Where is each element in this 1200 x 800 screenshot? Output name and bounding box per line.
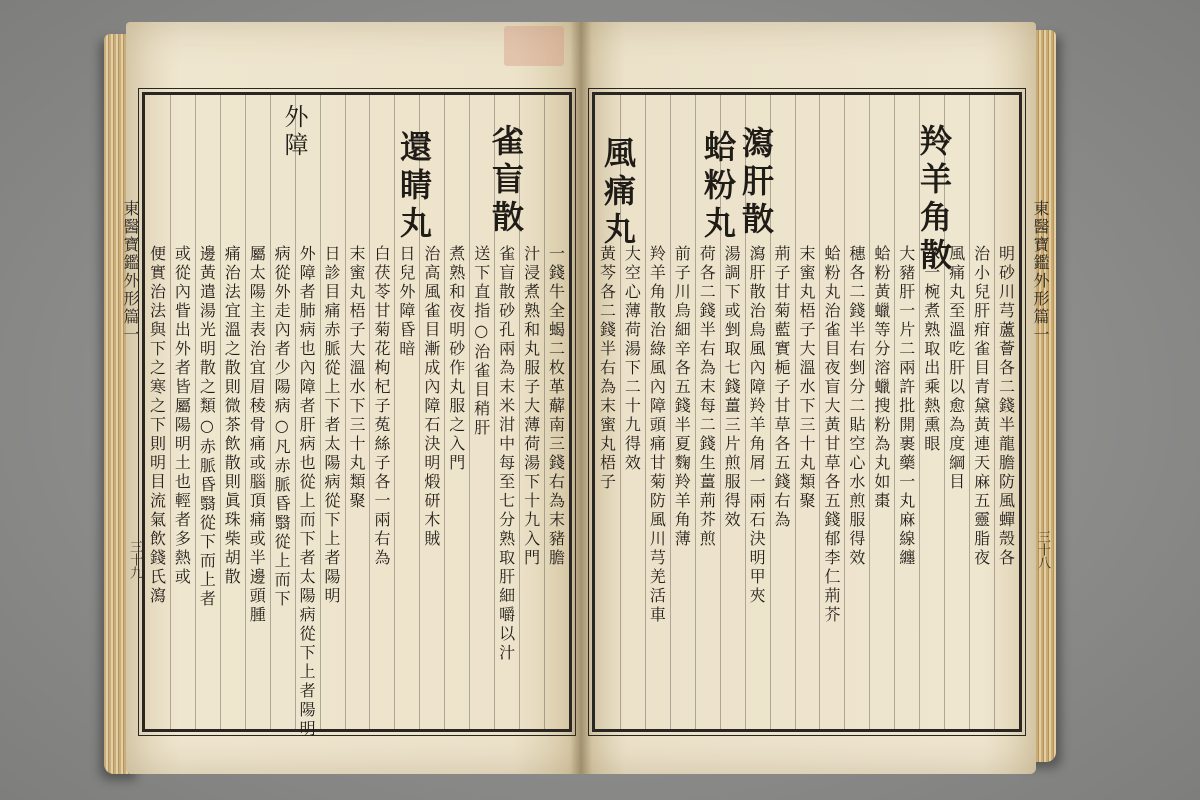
book-gutter xyxy=(570,22,592,774)
right_page-text-column: 荊子甘菊藍實梔子甘草各五錢右為 xyxy=(772,245,792,530)
left_page-text-column: 便實治法與下之寒之下則明目流氣飲錢氏瀉 xyxy=(147,245,167,606)
heading-antelope-horn-powder: 羚羊角散 xyxy=(915,124,953,276)
right_page-text-column: 水一椀煮熟取出乘熱熏眼 xyxy=(921,245,941,454)
heading-drain-liver-powder: 瀉肝散 xyxy=(737,126,775,240)
column-rule xyxy=(795,95,796,729)
library-seal xyxy=(504,26,564,66)
left_page-text-column: 病從外走內者少陽病○凡赤脈昏翳從上而下 xyxy=(272,245,292,609)
left_page-text-column: 屬太陽主表治宜眉稜骨痛或腦頂痛或半邊頭腫 xyxy=(247,245,267,625)
left_page-text-column: 日兒外障昏暗 xyxy=(396,245,416,359)
left_page-text-column: 雀盲散砂孔兩為末米泔中每至七分熟取肝細嚼以汁 xyxy=(496,245,516,663)
left_page-text-column: 一錢牛全蝎二枚革薢南三錢右為末豬膽 xyxy=(546,245,566,568)
heading-clam-powder-pill: 蛤粉丸 xyxy=(699,130,737,244)
heading-sparrow-blind-powder: 雀盲散 xyxy=(487,124,525,238)
left_page-text-column: 白茯苓甘菊花枸杞子菟絲子各一兩右為 xyxy=(371,245,391,568)
right_page-text-column: 羚羊角散治綠風內障頭痛甘菊防風川芎羌活車 xyxy=(647,245,667,625)
column-rule xyxy=(195,95,196,729)
left_page-text-column: 送下直指○治雀目稍肝 xyxy=(471,245,491,438)
column-rule xyxy=(969,95,970,729)
right_page-text-column: 穗各二錢半右剉分二貼空心水煎服得效 xyxy=(846,245,866,568)
left_page-text-column: 或從內眥出外者皆屬陽明土也輕者多熱或 xyxy=(172,245,192,587)
right-page-number: 三十八 xyxy=(1035,530,1050,569)
right-columns xyxy=(595,95,1019,729)
column-rule xyxy=(670,95,671,729)
left_page-text-column: 痛治法宜溫之散則微茶飲散則眞珠柴胡散 xyxy=(222,245,242,587)
column-rule xyxy=(869,95,870,729)
right_page-text-column: 蛤粉黃蠟等分溶蠟搜粉為丸如棗 xyxy=(871,245,891,511)
column-rule xyxy=(369,95,370,729)
right_page-text-column: 瀉肝散治鳥風內障羚羊角屑一兩石決明甲夾 xyxy=(747,245,767,606)
heading-wind-pain-pill: 風痛丸 xyxy=(599,136,637,250)
right_page-text-column: 前子川烏細辛各五錢半夏麴羚羊角薄 xyxy=(672,245,692,549)
right_page-text-column: 湯調下或剉取七錢薑三片煎服得效 xyxy=(722,245,742,530)
column-rule xyxy=(819,95,820,729)
left_page-text-column: 日診目痛赤脈從上下者太陽病從下上者陽明 xyxy=(322,245,342,606)
right-text-frame xyxy=(592,92,1022,732)
column-rule xyxy=(469,95,470,729)
right_page-text-column: 大豬肝一片二兩許批開裹藥一丸麻線纏 xyxy=(896,245,916,568)
right_page-text-column: 蛤粉丸治雀目夜盲大黃甘草各五錢郁李仁荊芥 xyxy=(821,245,841,625)
right_page-text-column: 治小兒肝疳雀目青黛黃連天麻五靈脂夜 xyxy=(971,245,991,568)
left-margin-title: 東醫寶鑑外形篇一 xyxy=(121,200,140,344)
column-rule xyxy=(695,95,696,729)
column-rule xyxy=(844,95,845,729)
column-rule xyxy=(170,95,171,729)
right_page-text-column: 荷各二錢半右為末每二錢生薑荊芥煎 xyxy=(697,245,717,549)
heading-return-eye-pill: 還睛丸 xyxy=(395,130,433,244)
column-rule xyxy=(220,95,221,729)
column-rule xyxy=(994,95,995,729)
column-rule xyxy=(320,95,321,729)
left_page-text-column: 治高風雀目漸成內障石決明煅研木賊 xyxy=(421,245,441,549)
column-rule xyxy=(345,95,346,729)
left_page-text-column: 汁浸煮熟和丸服子大薄荷湯下十九入門 xyxy=(521,245,541,568)
column-rule xyxy=(295,95,296,729)
left_page-text-column: 外障者肺病也內障者肝病也從上而下者太陽病從下上者陽明 xyxy=(297,245,317,739)
left_page-text-column: 邊黃遣湯光明散之類○赤脈昏翳從下而上者 xyxy=(197,245,217,609)
left-page-number: 三十九 xyxy=(127,540,142,579)
left_page-text-column: 煮熟和夜明砂作丸服之入門 xyxy=(446,245,466,473)
left_page-text-column: 末蜜丸梧子大溫水下三十丸類聚 xyxy=(347,245,366,511)
heading-outer-obstruction: 外障 xyxy=(280,104,308,160)
right_page-text-column: 末蜜丸梧子大溫水下三十丸類聚 xyxy=(797,245,816,511)
column-rule xyxy=(645,95,646,729)
right_page-text-column: 明砂川芎蘆薈各二錢半龍膽防風蟬殼各 xyxy=(996,245,1016,568)
right_page-text-column: 風痛丸至溫吃肝以愈為度綱目 xyxy=(946,245,966,492)
column-rule xyxy=(544,95,545,729)
column-rule xyxy=(270,95,271,729)
right-margin-title: 東醫寶鑑外形篇一 xyxy=(1031,200,1050,344)
column-rule xyxy=(245,95,246,729)
right_page-text-column: 黃芩各二錢半右為末蜜丸梧子 xyxy=(597,245,617,492)
column-rule xyxy=(894,95,895,729)
column-rule xyxy=(444,95,445,729)
right_page-text-column: 大空心薄荷湯下二十九得效 xyxy=(622,245,642,473)
